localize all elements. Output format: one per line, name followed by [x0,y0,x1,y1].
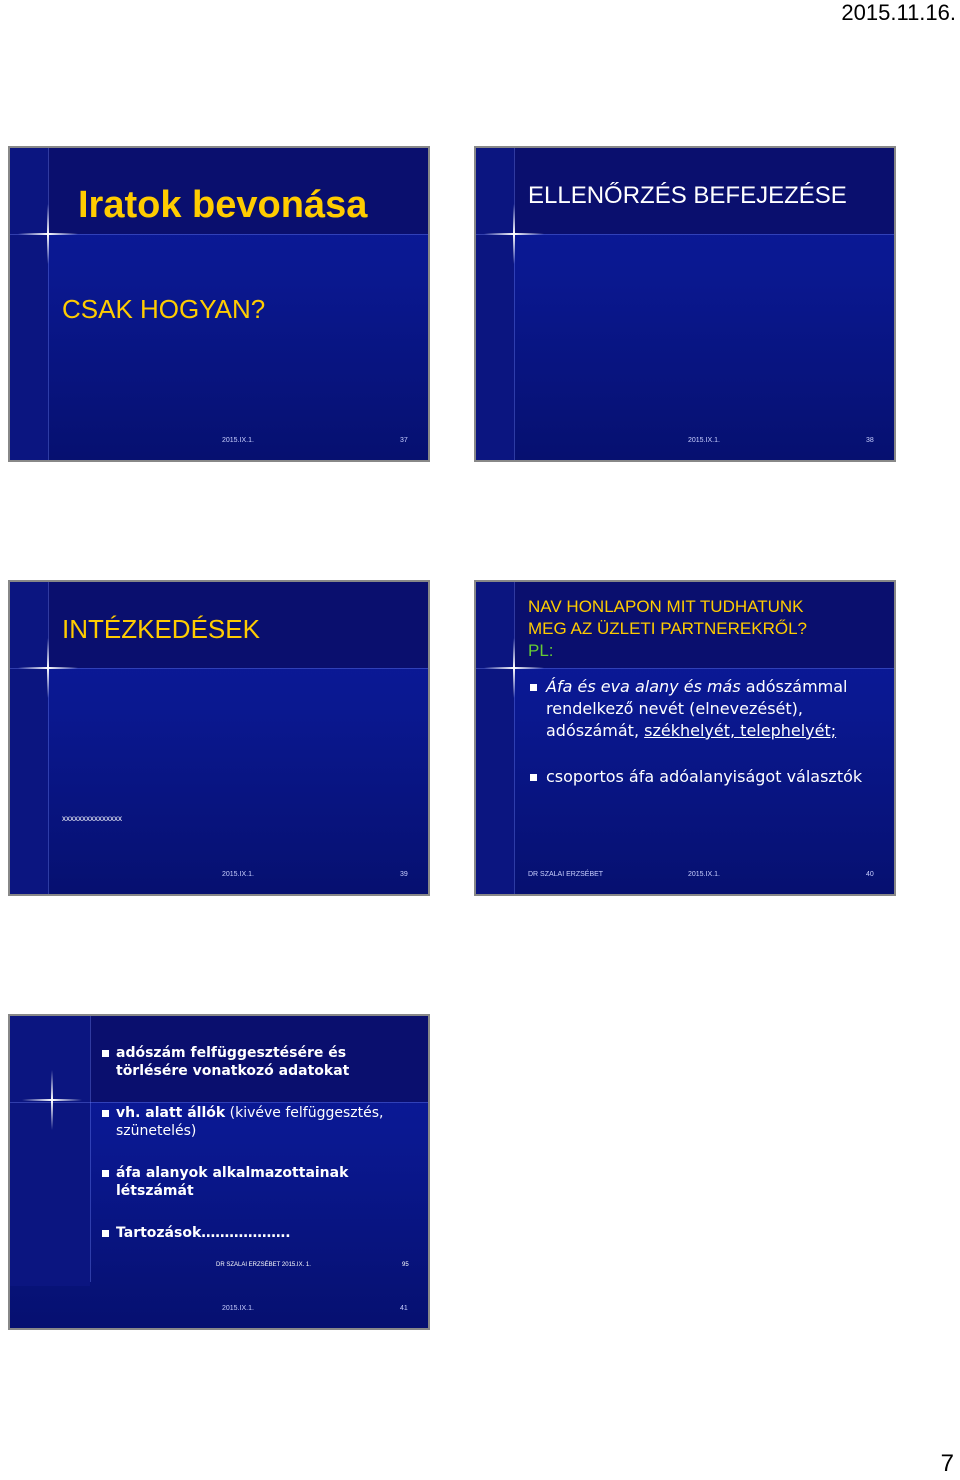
list-item [528,766,878,788]
slide-title-line-1: NAV HONLAPON MIT TUDHATUNK [528,597,804,616]
bullet-text: csoportos áfa adóalanyiságot választók [546,767,863,786]
slide-footer-number: 38 [866,437,874,444]
slide-left-strip [476,582,514,894]
slide-title-line-2: MEG AZ ÜZLETI PARTNEREKRŐL? [528,619,807,638]
list-item [102,1044,422,1080]
sparkle-decoration [22,1070,82,1130]
slide-footer-author: DR SZALAI ERZSÉBET [528,871,604,878]
page-number: 7 [940,1450,954,1477]
list-item [102,1224,422,1242]
slide-37 [8,146,430,462]
sparkle-decoration [18,204,78,264]
slide-39 [8,580,430,896]
slide-gridline [48,148,49,460]
slide-footer-date: 2015.IX.1. [222,1305,254,1312]
slide-bullet-list [102,1044,422,1266]
slide-41 [8,1014,430,1330]
slide-title-line-3: PL: [528,641,554,660]
slide-footer-number: 40 [866,871,874,878]
slide-gridline [90,1016,91,1282]
slide-left-strip [476,148,514,460]
slide-footer-date: 2015.IX.1. [222,437,254,444]
bullet-italic-text: Áfa és eva alany és más [546,677,741,696]
slide-footer-number: 39 [400,871,408,878]
slide-left-strip [10,582,48,894]
slide-bullet-list [528,676,878,812]
slide-footer-date: 2015.IX.1. [222,871,254,878]
bullet-text: Tartozások………………. [116,1225,291,1241]
sparkle-decoration [484,204,544,264]
slide-title: ELLENŐRZÉS BEFEJEZÉSE [528,182,847,209]
slide-gridline [514,148,515,460]
bullet-text: áfa alanyok alkalmazottainak létszámát [116,1165,349,1199]
slide-40 [474,580,896,896]
slide-footer-number: 41 [400,1305,408,1312]
slide-footer-date: 2015.IX.1. [688,437,720,444]
bullet-text: adószám felfüggesztésére és törlésére vonatkozó adatokat [116,1045,350,1079]
list-item [528,676,878,742]
embedded-footer-number: 95 [402,1262,409,1268]
slide-body-text: xxxxxxxxxxxxxxx [62,814,122,823]
list-item [102,1104,422,1140]
slide-footer-date: 2015.IX.1. [688,871,720,878]
embedded-slide-footer [216,1262,416,1268]
slide-subtitle: CSAK HOGYAN? [62,294,266,324]
slide-title [528,596,888,662]
slide-title: INTÉZKEDÉSEK [62,614,260,644]
slide-title: Iratok bevonása [78,184,368,226]
bullet-bold-text: vh. alatt állók [116,1105,226,1121]
page-date: 2015.11.16. [841,0,956,25]
embedded-footer-text: DR SZALAI ERZSÉBET 2015.IX. 1. [216,1262,311,1268]
slide-gridline [48,582,49,894]
slide-left-strip [10,148,48,460]
bullet-text: (kivéve felfüggesztés, szünetelés) [116,1105,384,1139]
slide-gridline [514,582,515,894]
list-item [102,1164,422,1200]
sparkle-decoration [18,638,78,698]
slide-footer-number: 37 [400,437,408,444]
slide-left-strip [10,1016,90,1286]
slide-38 [474,146,896,462]
bullet-underlined-text: székhelyét, telephelyét; [644,721,837,740]
bullet-text: adószámmal rendelkező nevét (elnevezését), adószámát, [546,677,848,740]
